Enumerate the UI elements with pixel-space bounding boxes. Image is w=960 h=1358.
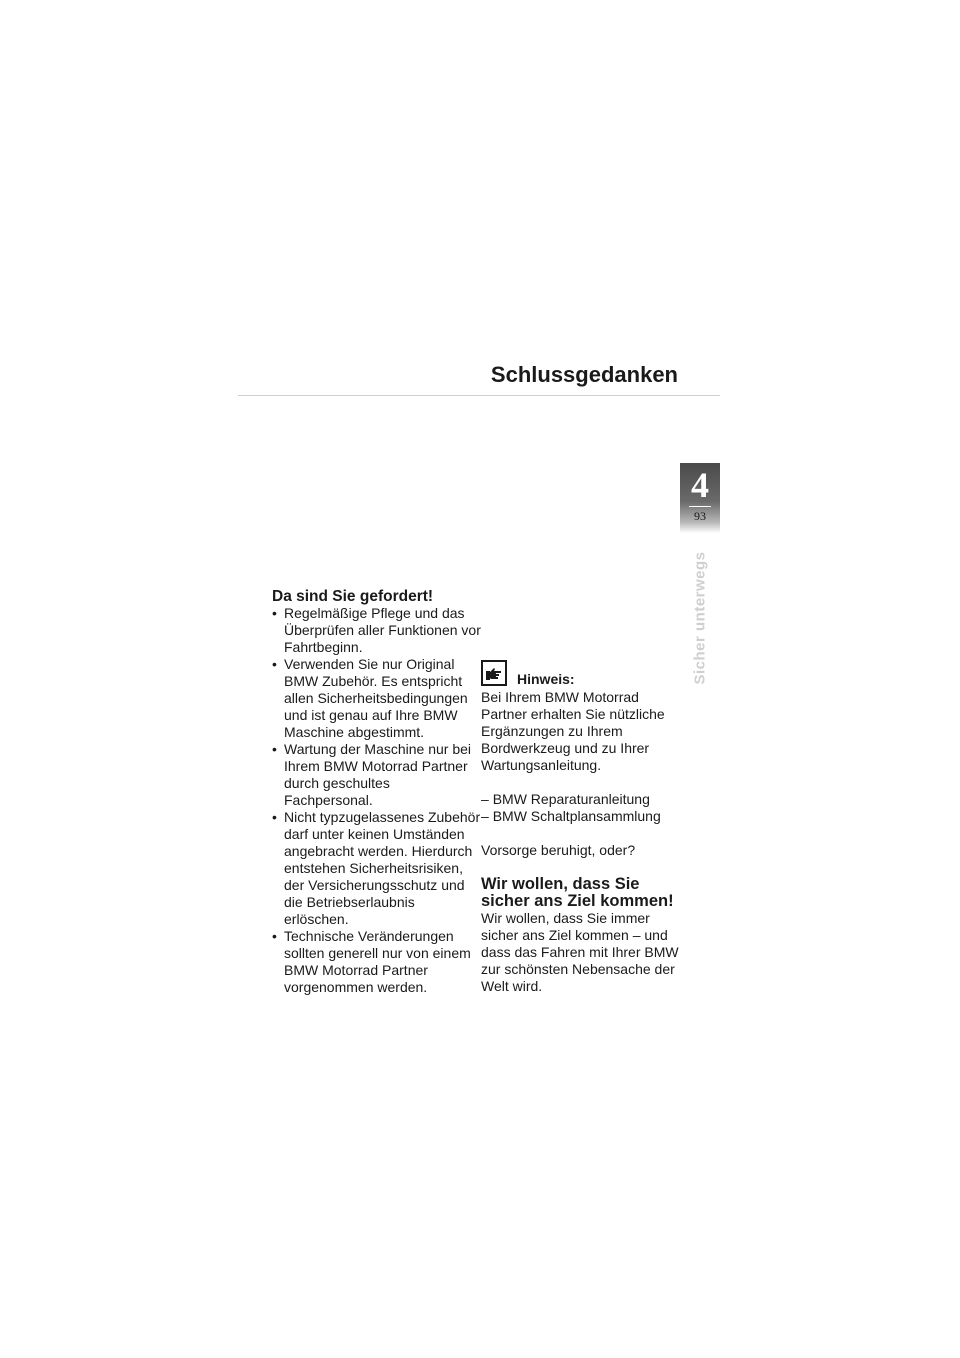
list-item: – BMW Schaltplansammlung (481, 808, 681, 825)
pointing-hand-icon (481, 660, 507, 686)
list-item: • Regelmäßige Pflege und das Überprüfen aller Funktionen vor Fahrtbeginn. (272, 605, 482, 656)
chapter-label: Sicher unterwegs (691, 551, 709, 685)
chapter-tab (680, 463, 720, 533)
body-text: Wir wollen, dass Sie immer sicher ans Ziel kommen – und dass das Fahren mit Ihrer BMW zur schönsten Nebensache der Welt wird. (481, 910, 679, 994)
list-item: – BMW Reparaturanleitung (481, 791, 681, 808)
page-number: 93 (694, 509, 706, 523)
left-column (272, 588, 482, 996)
note-text: Bei Ihrem BMW Motorrad Partner erhalten Sie nützliche Ergänzungen zu Ihrem Bordwerkzeug und zu Ihrer Wartungsanleitung. (481, 689, 665, 773)
list-item: • Nicht typzugelassenes Zubehör darf unter keinen Umständen angebracht werden. Hierdurch entstehen Sicherheitsrisiken, der Versicherungsschutz und die Betriebserlaubnis erlöschen. (272, 809, 482, 928)
bullet-list (272, 605, 482, 996)
page-title: Schlussgedanken (490, 362, 678, 387)
chapter-number: 4 (691, 465, 709, 505)
section-heading: Da sind Sie gefordert! (272, 588, 434, 605)
list-item: • Verwenden Sie nur Original BMW Zubehör. Es entspricht allen Sicherheitsbedingungen und ist genau auf Ihre BMW Maschine abgestimmt. (272, 656, 482, 741)
note-header (481, 658, 681, 686)
section-heading: Wir wollen, dass Sie sicher ans Ziel kommen! (481, 875, 674, 910)
closing-text: Vorsorge beruhigt, oder? (481, 842, 636, 858)
note-label: Hinweis: (517, 671, 575, 687)
right-column (481, 658, 681, 995)
list-item: • Wartung der Maschine nur bei Ihrem BMW Motorrad Partner durch geschultes Fachpersonal. (272, 741, 482, 809)
list-item: • Technische Veränderungen sollten generell nur von einem BMW Motorrad Partner vorgenommen werden. (272, 928, 482, 996)
document-list (481, 791, 681, 825)
chapter-tab-divider (689, 506, 711, 507)
header-divider (238, 395, 720, 396)
